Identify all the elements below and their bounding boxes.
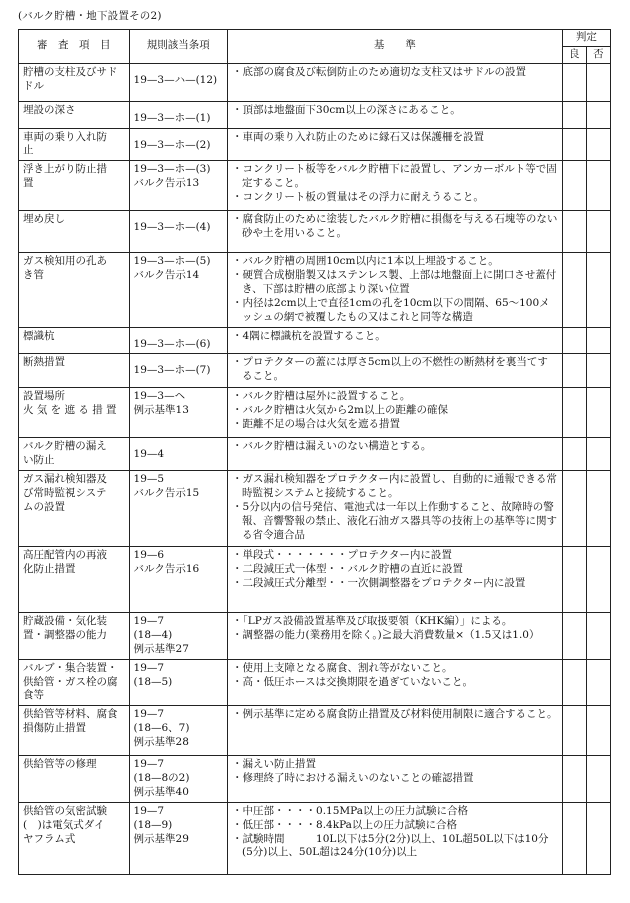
standard-line: ・距離不足の場合は火気を遮る措置 (232, 418, 401, 431)
row-standard (228, 756, 563, 803)
row-standard (228, 802, 563, 874)
row-standard (228, 354, 563, 388)
item-line: 止 (23, 144, 34, 157)
row-item (19, 63, 130, 101)
article-line: 例示基準29 (133, 832, 189, 845)
article-line: 19—3—ホ—(7) (133, 364, 211, 377)
article-line: 19—6 (133, 549, 165, 562)
standard-line: ・単段式・・・・・・・プロテクター内に設置 (232, 549, 452, 562)
article-line: 19—3—ホ—(2) (133, 138, 211, 151)
row-item (19, 706, 130, 756)
judgement-ng-cell[interactable] (586, 613, 610, 660)
table-row (19, 161, 611, 211)
row-article (129, 161, 227, 211)
table-row (19, 211, 611, 253)
article-line: 19—3—ホ—(5) (133, 255, 211, 268)
row-item (19, 802, 130, 874)
judgement-ok-cell[interactable] (562, 354, 586, 388)
judgement-ng-cell[interactable] (586, 659, 610, 706)
row-article (129, 253, 227, 327)
article-line: バルク告示13 (133, 177, 200, 190)
article-line: バルク告示15 (133, 487, 200, 500)
item-line: 設置場所 (23, 390, 65, 403)
standard-line: ・高・低圧ホースは交換期限を過ぎていないこと。 (232, 675, 474, 688)
judgement-ok-cell[interactable] (562, 756, 586, 803)
article-line: 19—3—ハ—(12) (133, 73, 218, 86)
standard-line: ・試験時間 10L以下は5分(2分)以上、10L超50L以下は10分(5分)以上、50L超は24分(10分)以上 (232, 832, 549, 859)
judgement-ok-cell[interactable] (562, 253, 586, 327)
header-ok: 良 (562, 46, 586, 63)
table-row (19, 613, 611, 660)
article-line: 19—3—ホ—(3) (133, 163, 211, 176)
standard-line: ・バルク貯槽は漏えいのない構造とする。 (232, 440, 432, 453)
row-item (19, 438, 130, 471)
item-line: 車両の乗り入れ防 (23, 130, 107, 143)
judgement-ok-cell[interactable] (562, 613, 586, 660)
row-article (129, 613, 227, 660)
article-line: 19—3—ホ—(4) (133, 221, 211, 234)
row-article (129, 756, 227, 803)
form-caption: (バルク貯槽・地下設置その2) (18, 10, 162, 22)
row-item (19, 128, 130, 161)
article-line: (18—6、7) (133, 722, 190, 735)
article-line: 19—3—ホ—(6) (133, 337, 211, 350)
header-judgement: 判定 (562, 30, 610, 47)
item-line: バルブ・集合装置・ (23, 661, 118, 674)
row-article (129, 63, 227, 101)
judgement-ok-cell[interactable] (562, 659, 586, 706)
judgement-ok-cell[interactable] (562, 101, 586, 128)
standard-line: ・コンクリート板の質量はその浮力に耐えうること。 (232, 191, 484, 204)
judgement-ng-cell[interactable] (586, 128, 610, 161)
standard-line: ・修理終了時における漏えいのないことの確認措置 (232, 772, 474, 785)
row-article (129, 706, 227, 756)
item-line: 標識杭 (23, 329, 55, 342)
item-line: 化防止措置 (23, 563, 76, 576)
row-article (129, 354, 227, 388)
table-row (19, 128, 611, 161)
row-item (19, 756, 130, 803)
row-standard (228, 63, 563, 101)
judgement-ng-cell[interactable] (586, 756, 610, 803)
standard-line: ・頂部は地盤面下30cm以上の深さにあること。 (232, 103, 461, 116)
standard-line: ・4隅に標識杭を設置すること。 (232, 329, 386, 342)
row-standard (228, 327, 563, 354)
item-line: 置 (23, 177, 34, 190)
row-article (129, 438, 227, 471)
row-standard (228, 211, 563, 253)
judgement-ng-cell[interactable] (586, 161, 610, 211)
judgement-ng-cell[interactable] (586, 211, 610, 253)
row-standard (228, 547, 563, 613)
table-row (19, 706, 611, 756)
row-article (129, 101, 227, 128)
item-line: ガス検知用の孔あ (23, 255, 107, 268)
row-item (19, 354, 130, 388)
article-line: バルク告示14 (133, 269, 200, 282)
article-line: 19—3—ホ—(1) (133, 111, 211, 124)
article-line: 19—4 (133, 448, 165, 461)
article-line: (18—4) (133, 629, 173, 642)
table-row (19, 547, 611, 613)
standard-line: ・ガス漏れ検知器をプロテクター内に設置し、自動的に通報できる常時監視システムと接続すること。 (232, 473, 557, 500)
judgement-ok-cell[interactable] (562, 327, 586, 354)
standard-line: ・プロテクターの蓋には厚さ5cm以上の不燃性の断熱材を裏当てすること。 (232, 356, 548, 383)
row-standard (228, 659, 563, 706)
table-row (19, 388, 611, 438)
judgement-ok-cell[interactable] (562, 161, 586, 211)
judgement-ok-cell[interactable] (562, 388, 586, 438)
judgement-ng-cell[interactable] (586, 101, 610, 128)
row-article (129, 327, 227, 354)
item-line: 損傷防止措置 (23, 722, 86, 735)
row-article (129, 547, 227, 613)
row-article (129, 211, 227, 253)
inspection-table (18, 29, 611, 875)
table-row (19, 354, 611, 388)
standard-line: ・バルク貯槽は屋外に設置すること。 (232, 390, 411, 403)
standard-line: ・調整器の能力(業務用を除く。)≧最大消費数量×（1.5又は1.0） (232, 629, 540, 642)
standard-line: ・5分以内の信号発信、電池式は一年以上作動すること、故障時の警報、音響警報の禁止、液化石油ガス器具等の技術上の基準等に関する省令適合品 (232, 500, 558, 541)
item-line: ムの設置 (23, 500, 65, 513)
table-body (19, 63, 611, 874)
judgement-ok-cell[interactable] (562, 128, 586, 161)
standard-line: ・車両の乗り入れ防止のために縁石又は保護柵を設置 (232, 130, 485, 143)
judgement-ok-cell[interactable] (562, 63, 586, 101)
row-standard (228, 388, 563, 438)
judgement-ok-cell[interactable] (562, 438, 586, 471)
row-item (19, 471, 130, 547)
item-line: ガス漏れ検知器及 (23, 473, 107, 486)
item-line: 貯蔵設備・気化装 (23, 615, 107, 628)
table-row (19, 438, 611, 471)
item-line: ( )は電気式ダイ (23, 818, 105, 831)
standard-line: ・「LPガス設備設置基準及び取扱要領（KHK編）」による。 (232, 615, 513, 628)
item-line: 供給管の気密試験 (23, 804, 107, 817)
item-line: び常時監視システ (23, 487, 107, 500)
standard-line: ・硬質合成樹脂製又はステンレス製、上部は地盤面上に開口させ蓋付き、下部は貯槽の底部より深い位置 (232, 269, 557, 296)
row-article (129, 659, 227, 706)
standard-line: ・低圧部・・・・8.4kPa以上の圧力試験に合格 (232, 818, 457, 831)
header-item: 審 査 項 目 (19, 30, 130, 64)
article-line: 19—7 (133, 708, 165, 721)
item-line: 供給管・ガス栓の腐 (23, 675, 118, 688)
row-item (19, 547, 130, 613)
table-row (19, 659, 611, 706)
judgement-ng-cell[interactable] (586, 438, 610, 471)
item-line: 置・調整器の能力 (23, 629, 107, 642)
row-article (129, 802, 227, 874)
article-line: 例示基準28 (133, 736, 189, 749)
item-line: 埋め戻し (23, 213, 65, 226)
item-line: 高圧配管内の再液 (23, 549, 107, 562)
judgement-ng-cell[interactable] (586, 706, 610, 756)
article-line: (18—5) (133, 675, 173, 688)
article-line: 19—7 (133, 661, 165, 674)
row-item (19, 211, 130, 253)
header-article: 規則該当条項 (129, 30, 227, 64)
row-item (19, 659, 130, 706)
judgement-ok-cell[interactable] (562, 706, 586, 756)
article-line: 19—7 (133, 615, 165, 628)
item-line: 埋設の深さ (23, 103, 76, 116)
row-item (19, 327, 130, 354)
standard-line: ・漏えい防止措置 (232, 758, 317, 771)
row-standard (228, 438, 563, 471)
row-standard (228, 706, 563, 756)
standard-line: ・腐食防止のために塗装したバルク貯槽に損傷を与える石塊等のない砂や土を用いること。 (232, 213, 558, 240)
article-line: 19—3—ヘ (133, 390, 186, 403)
row-item (19, 613, 130, 660)
judgement-ok-cell[interactable] (562, 471, 586, 547)
item-line: 火 気 を 遮 る 措 置 (23, 404, 117, 417)
judgement-ok-cell[interactable] (562, 802, 586, 874)
standard-line: ・コンクリート板等をバルク貯槽下に設置し、アンカーボルト等で固定すること。 (232, 163, 557, 190)
judgement-ng-cell[interactable] (586, 327, 610, 354)
item-line: ヤフラム式 (23, 832, 76, 845)
row-standard (228, 471, 563, 547)
item-line: い防止 (23, 454, 55, 467)
item-line: ドル (23, 79, 44, 92)
table-row (19, 101, 611, 128)
standard-line: ・例示基準に定める腐食防止措置及び材料使用制限に適合すること。 (232, 708, 558, 721)
judgement-ng-cell[interactable] (586, 802, 610, 874)
standard-line: ・バルク貯槽の周囲10cm以内に1本以上埋設すること。 (232, 255, 499, 268)
item-line: 浮き上がり防止措 (23, 163, 107, 176)
article-line: 19—5 (133, 473, 165, 486)
article-line: (18—8の2) (133, 772, 190, 785)
row-standard (228, 128, 563, 161)
judgement-ng-cell[interactable] (586, 471, 610, 547)
header-standard: 基 準 (228, 30, 563, 64)
row-item (19, 388, 130, 438)
table-row (19, 253, 611, 327)
table-row (19, 327, 611, 354)
article-line: 例示基準40 (133, 786, 189, 799)
standard-line: ・二段減圧式分離型・・一次側調整器をプロテクター内に設置 (232, 576, 526, 589)
standard-line: ・バルク貯槽は火気から2m以上の距離の確保 (232, 404, 448, 417)
row-item (19, 161, 130, 211)
item-line: バルク貯槽の漏え (23, 440, 107, 453)
article-line: 例示基準27 (133, 642, 189, 655)
row-article (129, 128, 227, 161)
article-line: 例示基準13 (133, 404, 189, 417)
standard-line: ・中圧部・・・・0.15MPa以上の圧力試験に合格 (232, 804, 469, 817)
row-standard (228, 161, 563, 211)
standard-line: ・内径は2cm以上で直径1cmの孔を10cm以下の間隔、65～100メッシュの網で被覆したもの又はこれと同等な構造 (232, 296, 550, 323)
row-item (19, 253, 130, 327)
item-line: 断熱措置 (23, 356, 65, 369)
standard-line: ・底部の腐食及び転倒防止のため適切な支柱又はサドルの設置 (232, 65, 527, 78)
article-line: (18—9) (133, 818, 173, 831)
article-line: 19—7 (133, 804, 165, 817)
item-line: 供給管等材料、腐食 (23, 708, 118, 721)
row-article (129, 471, 227, 547)
table-row (19, 471, 611, 547)
table-row (19, 802, 611, 874)
article-line: 19—7 (133, 758, 165, 771)
judgement-ng-cell[interactable] (586, 388, 610, 438)
row-standard (228, 101, 563, 128)
item-line: き管 (23, 269, 44, 282)
standard-line: ・二段減圧式一体型・・バルク貯槽の直近に設置 (232, 563, 463, 576)
row-standard (228, 253, 563, 327)
judgement-ng-cell[interactable] (586, 63, 610, 101)
row-article (129, 388, 227, 438)
item-line: 供給管等の修理 (23, 758, 97, 771)
judgement-ok-cell[interactable] (562, 547, 586, 613)
header-ng: 否 (586, 46, 610, 63)
standard-line: ・使用上支障となる腐食、割れ等がないこと。 (232, 661, 453, 674)
item-line: 貯槽の支柱及びサド (23, 65, 118, 78)
judgement-ng-cell[interactable] (586, 547, 610, 613)
table-row (19, 756, 611, 803)
row-standard (228, 613, 563, 660)
judgement-ng-cell[interactable] (586, 354, 610, 388)
judgement-ng-cell[interactable] (586, 253, 610, 327)
judgement-ok-cell[interactable] (562, 211, 586, 253)
article-line: バルク告示16 (133, 563, 200, 576)
row-item (19, 101, 130, 128)
table-row (19, 63, 611, 101)
item-line: 食等 (23, 689, 44, 702)
